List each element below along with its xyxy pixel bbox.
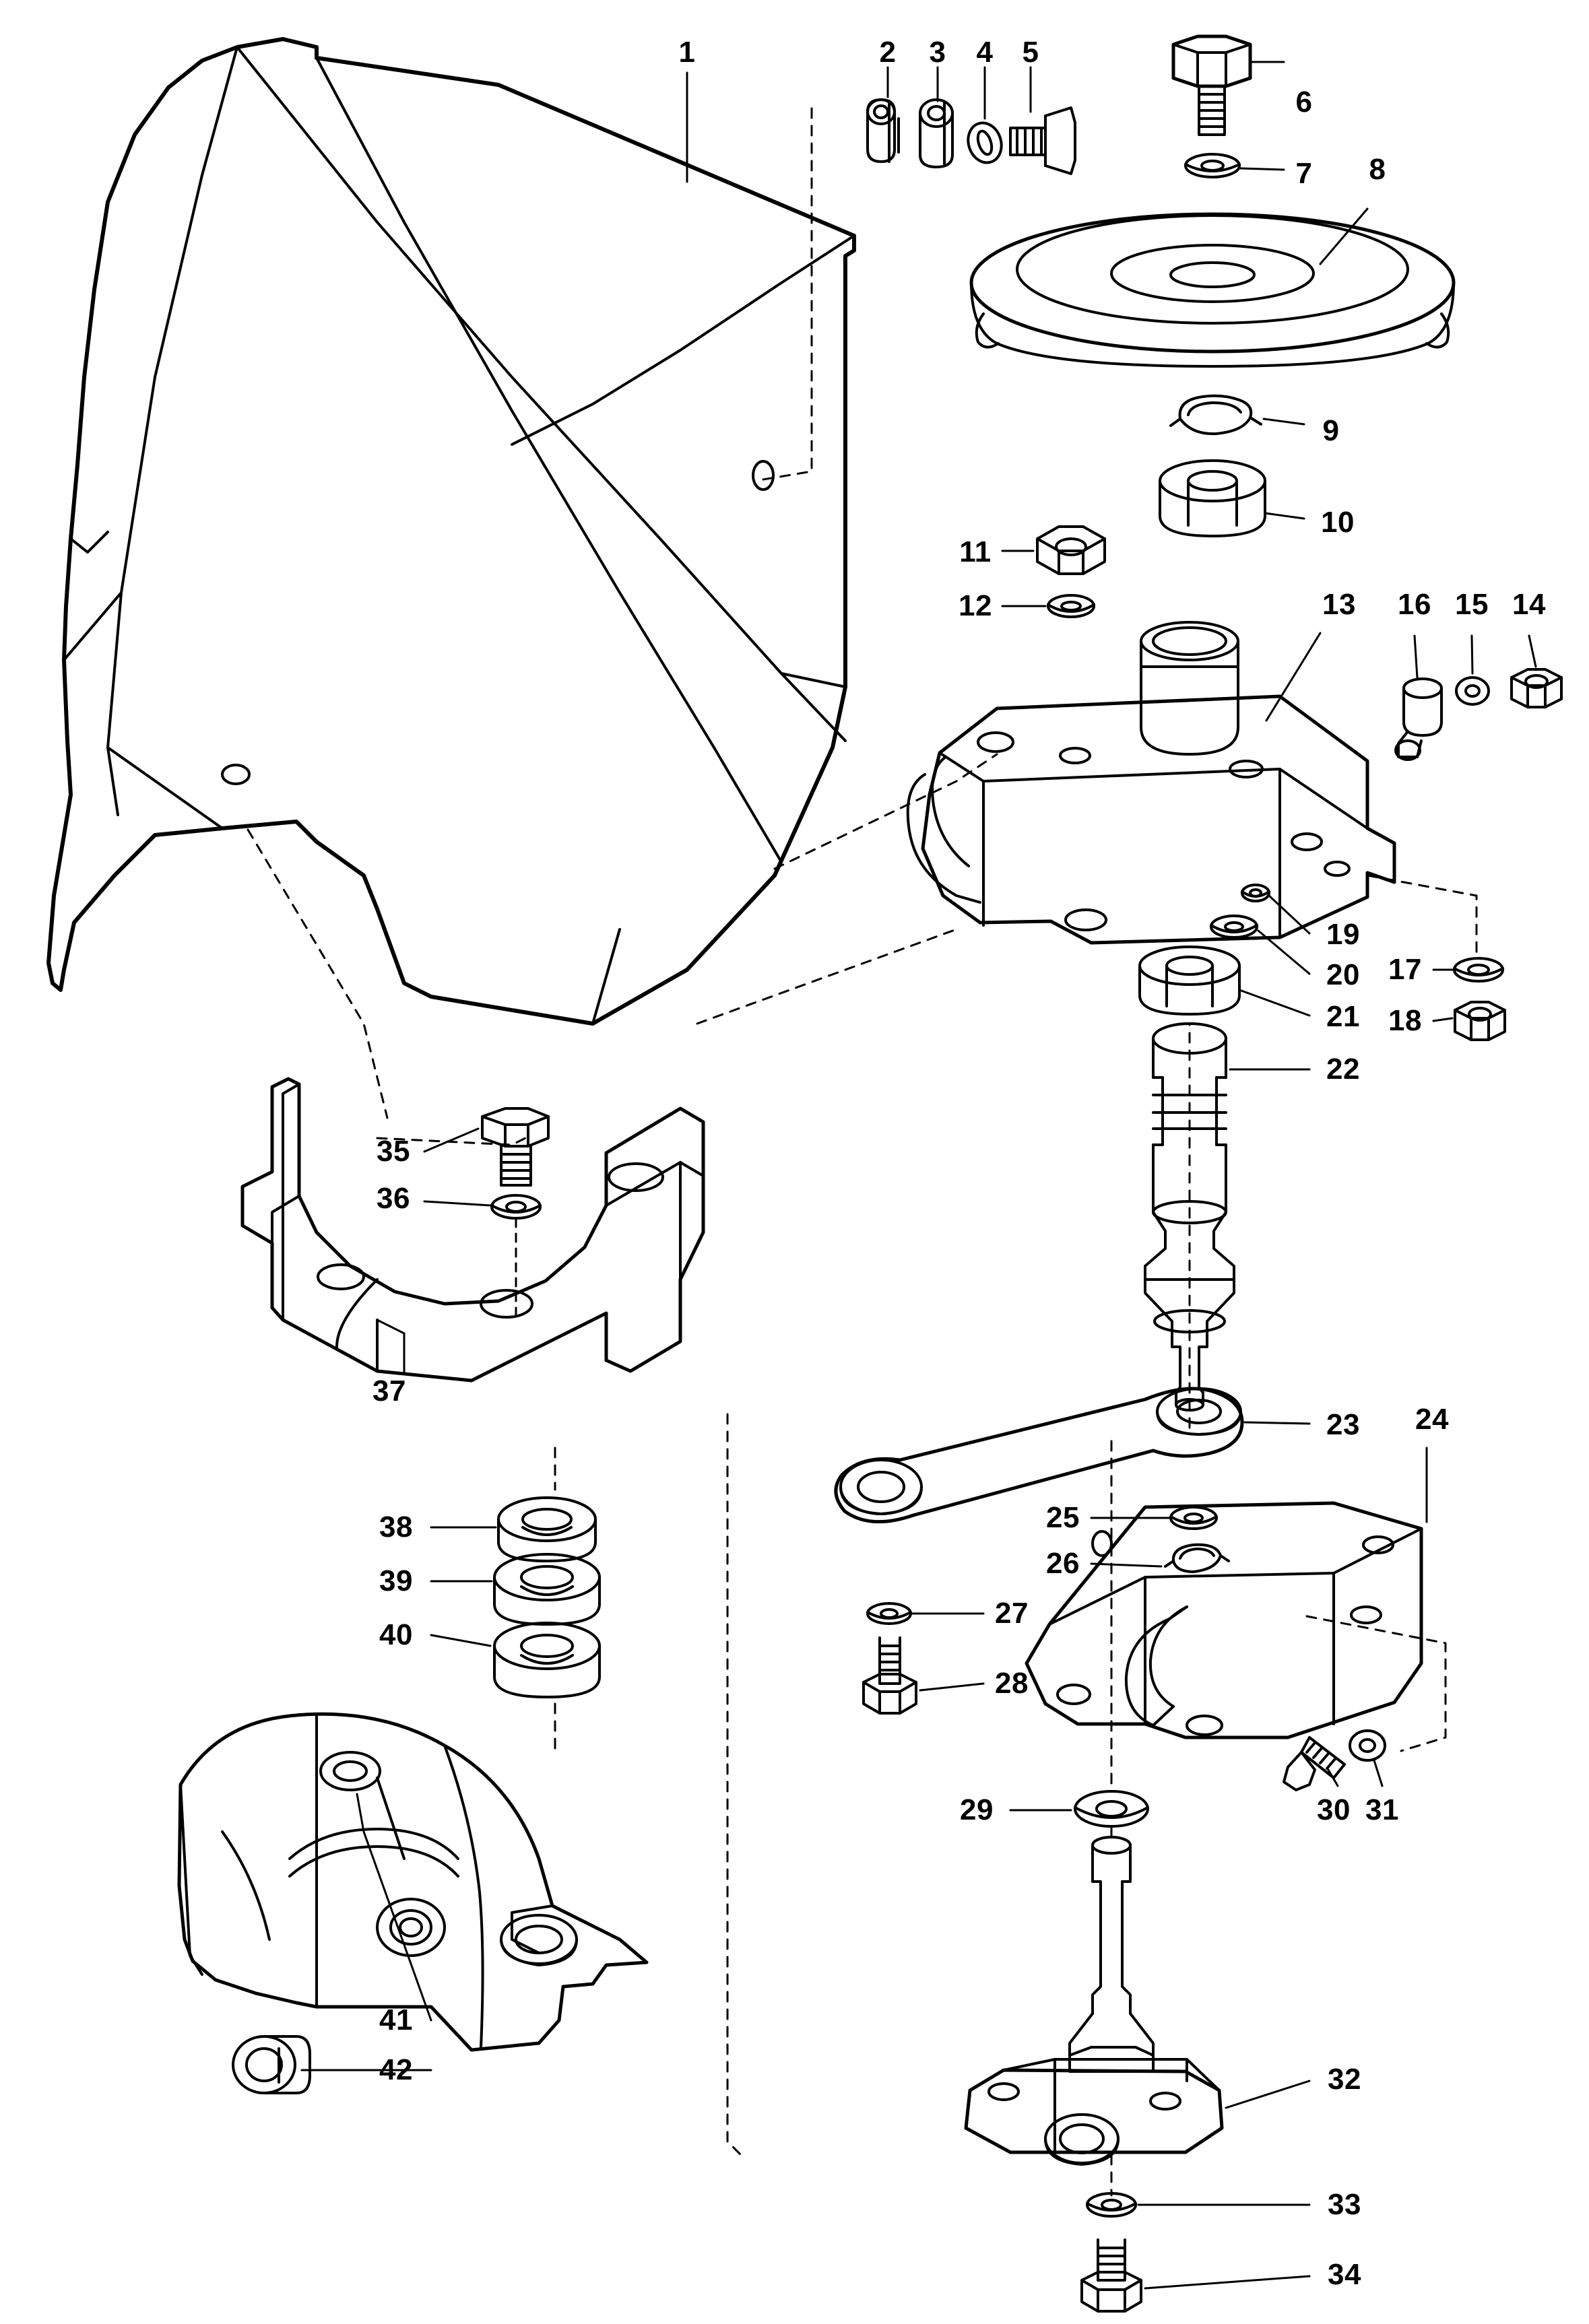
part-5-bolt bbox=[1010, 108, 1075, 174]
part-38-bearing bbox=[498, 1498, 595, 1561]
part-24-lower-bracket bbox=[1027, 1503, 1421, 1737]
callout-26: 26 bbox=[1046, 1547, 1080, 1580]
callout-22: 22 bbox=[1326, 1053, 1360, 1086]
part-41-housing bbox=[179, 1714, 647, 2050]
callout-12: 12 bbox=[959, 589, 992, 622]
callout-10: 10 bbox=[1321, 506, 1355, 539]
callout-7: 7 bbox=[1295, 157, 1313, 190]
part-28-bolt-and-nut bbox=[864, 1638, 916, 1713]
callout-24: 24 bbox=[1415, 1403, 1449, 1436]
part-15-washer bbox=[1456, 677, 1489, 704]
callout-16: 16 bbox=[1398, 588, 1431, 621]
part-36-washer bbox=[492, 1195, 540, 1218]
callout-31: 31 bbox=[1365, 1793, 1399, 1826]
part-21-collar bbox=[1140, 947, 1239, 1014]
callout-34: 34 bbox=[1328, 2258, 1361, 2291]
callout-29: 29 bbox=[960, 1793, 994, 1826]
part-33-washer bbox=[1087, 2193, 1136, 2216]
callout-19: 19 bbox=[1326, 918, 1360, 951]
part-42-bushing bbox=[233, 2036, 310, 2093]
part-31-washer bbox=[1350, 1731, 1385, 1760]
callout-32: 32 bbox=[1328, 2063, 1361, 2096]
part-39-bearing bbox=[494, 1554, 599, 1624]
part-6-hex-bolt bbox=[1173, 36, 1250, 135]
part-14-nut bbox=[1512, 669, 1561, 707]
callout-6: 6 bbox=[1295, 86, 1313, 119]
callout-36: 36 bbox=[377, 1182, 410, 1215]
callout-28: 28 bbox=[995, 1667, 1029, 1700]
callout-35: 35 bbox=[377, 1135, 410, 1168]
part-16-fitting bbox=[1396, 679, 1441, 760]
part-4-washer bbox=[963, 119, 1006, 167]
part-8-pulley bbox=[971, 214, 1454, 366]
part-27-washer bbox=[868, 1603, 911, 1624]
part-40-bearing bbox=[494, 1623, 599, 1697]
part-1-shroud bbox=[48, 36, 854, 1024]
part-13-bracket-plate bbox=[908, 622, 1394, 943]
callout-42: 42 bbox=[379, 2053, 413, 2086]
callout-14: 14 bbox=[1512, 588, 1546, 621]
part-26-retaining-clip bbox=[1165, 1545, 1229, 1572]
part-7-washer bbox=[1186, 154, 1239, 177]
part-3-spacer bbox=[920, 100, 952, 167]
callout-9: 9 bbox=[1322, 414, 1340, 447]
callout-1: 1 bbox=[678, 36, 696, 69]
callout-20: 20 bbox=[1326, 958, 1360, 991]
callout-15: 15 bbox=[1455, 588, 1489, 621]
part-35-bolt bbox=[482, 1108, 548, 1185]
part-9-retaining-ring bbox=[1171, 396, 1261, 434]
part-2-bushing bbox=[868, 100, 899, 162]
callout-8: 8 bbox=[1369, 153, 1386, 186]
callout-13: 13 bbox=[1322, 588, 1356, 621]
callout-39: 39 bbox=[379, 1564, 413, 1597]
part-32-lower-spindle bbox=[966, 1837, 1222, 2164]
part-18-nut bbox=[1455, 1002, 1505, 1040]
part-29-washer bbox=[1075, 1791, 1148, 1826]
callout-40: 40 bbox=[379, 1618, 413, 1651]
callout-23: 23 bbox=[1326, 1408, 1360, 1441]
part-34-bolt-and-nut bbox=[1082, 2240, 1141, 2311]
callout-4: 4 bbox=[976, 36, 994, 69]
callout-18: 18 bbox=[1388, 1004, 1422, 1037]
part-10-collar bbox=[1160, 461, 1265, 536]
callout-17: 17 bbox=[1388, 953, 1422, 986]
part-17-washer bbox=[1454, 958, 1503, 981]
part-12-washer bbox=[1048, 595, 1094, 617]
callout-38: 38 bbox=[379, 1510, 413, 1543]
part-19-small-washer bbox=[1242, 885, 1269, 901]
part-25-washer bbox=[1171, 1507, 1217, 1529]
callout-27: 27 bbox=[995, 1597, 1029, 1630]
callout-33: 33 bbox=[1328, 2188, 1361, 2221]
callout-25: 25 bbox=[1046, 1501, 1080, 1534]
part-37-u-bracket bbox=[242, 1079, 703, 1381]
callout-11: 11 bbox=[959, 535, 992, 568]
part-11-hex-nut bbox=[1037, 527, 1105, 574]
callout-37: 37 bbox=[372, 1374, 406, 1407]
part-20-washer bbox=[1211, 916, 1257, 937]
callout-41: 41 bbox=[379, 2003, 413, 2036]
callout-5: 5 bbox=[1022, 36, 1039, 69]
callout-30: 30 bbox=[1317, 1793, 1351, 1826]
callout-2: 2 bbox=[879, 36, 897, 69]
callout-21: 21 bbox=[1326, 1000, 1360, 1033]
callout-3: 3 bbox=[929, 36, 946, 69]
